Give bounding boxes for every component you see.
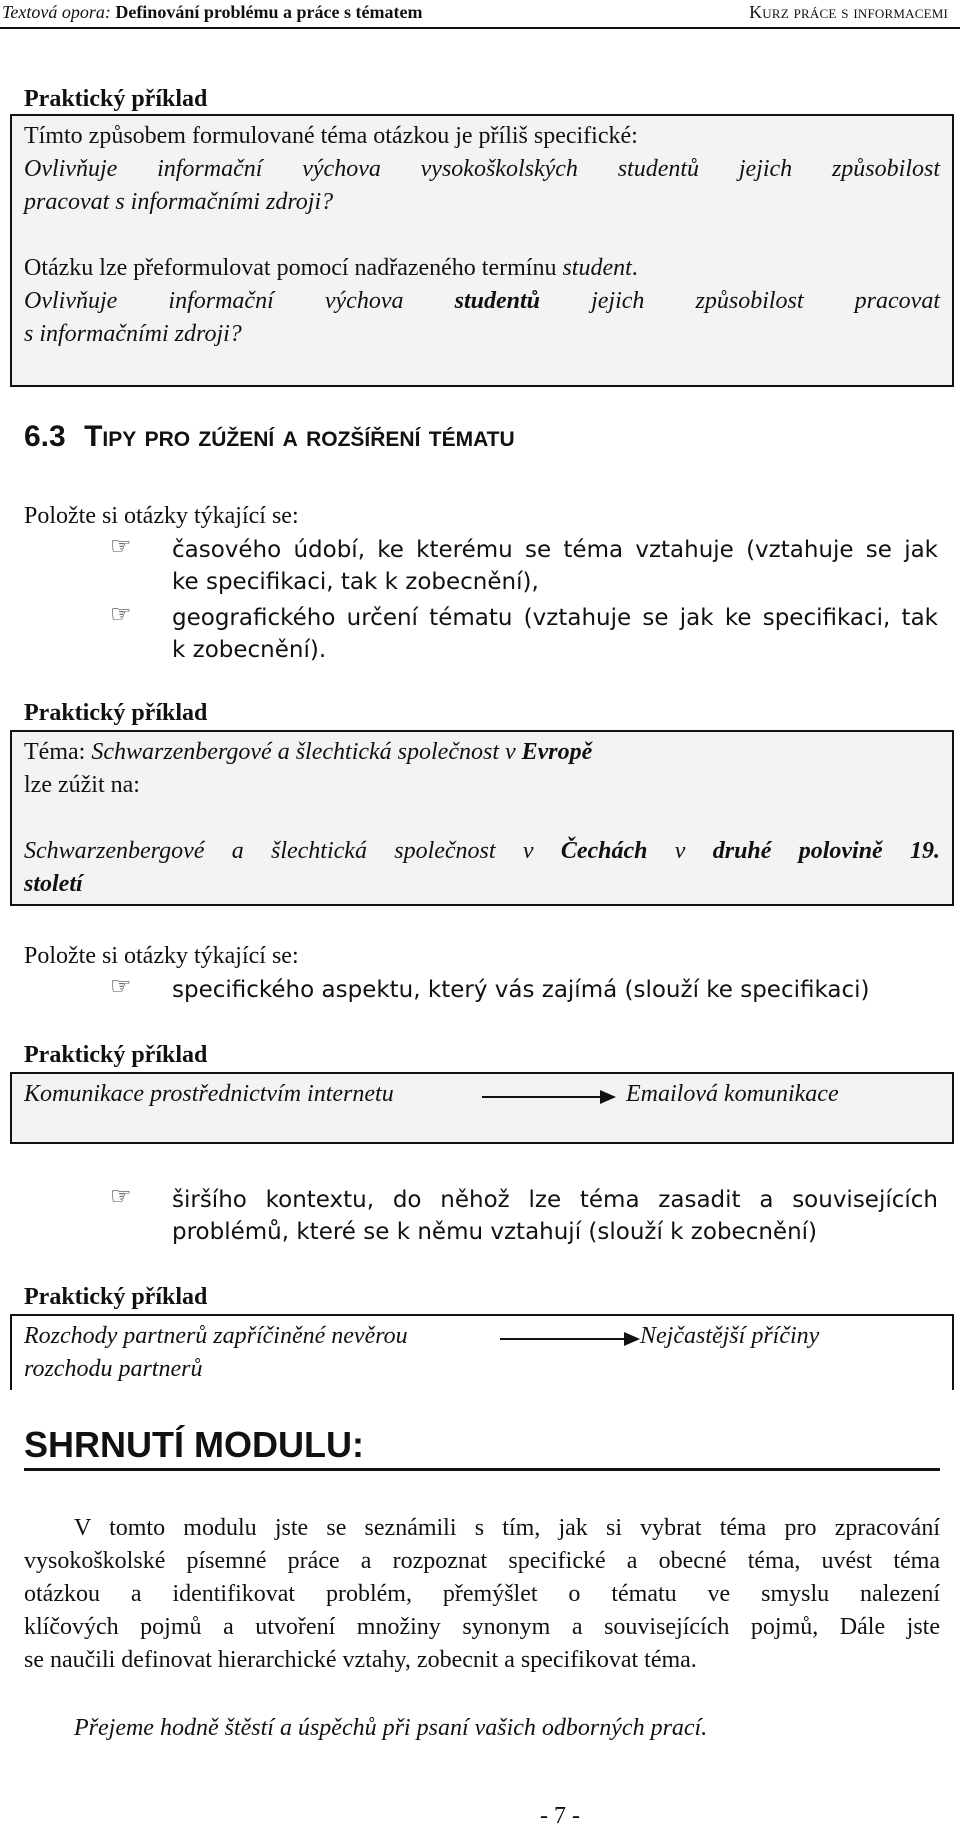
header-rule xyxy=(0,27,960,29)
pointing-hand-icon: ☞ xyxy=(110,602,132,628)
pointing-hand-icon: ☞ xyxy=(110,1184,132,1210)
bullet-1-line-1: časového údobí, ke kterému se téma vztahuje (vztahuje se jak xyxy=(172,537,938,563)
example-label-2: Praktický příklad xyxy=(24,700,208,726)
box2-line-2: lze zúžit na: xyxy=(24,772,140,798)
box2-line-3 xyxy=(24,835,940,868)
summary-title: SHRNUTÍ MODULU: xyxy=(24,1424,364,1465)
page-header xyxy=(0,0,960,26)
box1-line-3: pracovat s informačními zdroji? xyxy=(24,189,334,215)
section-title: Tipy pro zúžení a rozšíření tématu xyxy=(84,420,515,453)
right-arrow-icon xyxy=(482,1096,614,1098)
ask-intro-1: Položte si otázky týkající se: xyxy=(24,503,299,529)
box1-l5-b: studentů xyxy=(454,288,540,314)
box2-l3-b: Čechách xyxy=(560,838,648,864)
example-box-1 xyxy=(10,114,954,387)
summary-line-5: se naučili definovat hierarchické vztahy, zobecnit a specifikovat téma. xyxy=(24,1647,697,1673)
bullet-4 xyxy=(172,1184,938,1248)
bullet-2-line-1: geografického určení tématu (vztahuje se jak ke specifikaci, tak xyxy=(172,605,938,631)
box2-l3-a: Schwarzenbergové a šlechtická společnost v xyxy=(24,838,561,864)
bullet-3: specifického aspektu, který vás zajímá (slouží ke specifikaci) xyxy=(172,977,870,1003)
bullet-1-line-2: ke specifikaci, tak k zobecnění), xyxy=(172,569,539,595)
bullet-2 xyxy=(172,602,938,666)
box1-l4-term: student xyxy=(562,255,632,281)
example-box-3 xyxy=(10,1072,954,1144)
box2-l1-c: Evropě xyxy=(521,739,593,765)
summary-line-1: V tomto modulu jste se seznámili s tím, jak si vybrat téma pro zpracování xyxy=(74,1515,940,1541)
box1-line-4 xyxy=(24,252,940,285)
example-label-4: Praktický příklad xyxy=(24,1284,208,1310)
pointing-hand-icon: ☞ xyxy=(110,974,132,1000)
header-left xyxy=(2,2,422,23)
bullet-4-line-1: širšího kontextu, do něhož lze téma zasadit a souvisejících xyxy=(172,1187,938,1213)
box4-to: Nejčastější příčiny xyxy=(640,1323,820,1349)
bullet-4-line-2: problémů, které se k němu vztahují (slouží k zobecnění) xyxy=(172,1219,818,1245)
box1-l4-end: . xyxy=(631,255,638,281)
pointing-hand-icon: ☞ xyxy=(110,534,132,560)
box2-l3-c: v xyxy=(647,838,713,864)
right-arrow-icon xyxy=(500,1338,638,1340)
summary-line-2: vysokoškolské písemné práce a rozpoznat specifické a obecné téma, uvést téma xyxy=(24,1548,940,1574)
box2-l1-b: Schwarzenbergové a šlechtická společnost v xyxy=(91,739,522,765)
box2-l1-a: Téma: xyxy=(24,739,92,765)
box3-from: Komunikace prostřednictvím internetu xyxy=(24,1081,394,1107)
box4-from-line-2: rozchodu partnerů xyxy=(24,1356,203,1382)
example-box-4 xyxy=(10,1314,954,1390)
header-label: Textová opora: xyxy=(2,2,111,22)
example-label-1: Praktický příklad xyxy=(24,86,208,112)
box3-to: Emailová komunikace xyxy=(626,1081,839,1107)
page-number: - 7 - xyxy=(540,1803,580,1829)
box1-l4-text: Otázku lze přeformulovat pomocí nadřazeného termínu xyxy=(24,255,563,281)
header-title: Definování problému a práce s tématem xyxy=(115,2,423,22)
box4-from-line-1: Rozchody partnerů zapříčiněné nevěrou xyxy=(24,1323,408,1349)
box1-line-1: Tímto způsobem formulované téma otázkou je příliš specifické: xyxy=(24,123,638,149)
ask-intro-2: Položte si otázky týkající se: xyxy=(24,943,299,969)
header-course: Kurz práce s informacemi xyxy=(749,2,948,22)
box1-l5-c: jejich způsobilost pracovat xyxy=(539,288,940,314)
summary-line-3: otázkou a identifikovat problém, přemýšlet o tématu ve smyslu nalezení xyxy=(24,1581,940,1607)
box1-line-6: s informačními zdroji? xyxy=(24,321,242,347)
example-box-2 xyxy=(10,730,954,906)
bullet-1 xyxy=(172,534,938,598)
section-heading xyxy=(24,420,515,454)
bullet-2-line-2: k zobecnění). xyxy=(172,637,327,663)
example-label-3: Praktický příklad xyxy=(24,1042,208,1068)
section-number: 6.3 xyxy=(24,420,66,453)
box2-line-1 xyxy=(24,736,940,769)
summary-line-4: klíčových pojmů a utvoření množiny synonym a souvisejících pojmů, Dále jste xyxy=(24,1614,940,1640)
summary-wish: Přejeme hodně štěstí a úspěchů při psaní vašich odborných prací. xyxy=(74,1715,708,1741)
box1-line-2: Ovlivňuje informační výchova vysokoškolských studentů jejich způsobilost xyxy=(24,156,940,182)
box1-line-5 xyxy=(24,285,940,318)
box1-l5-a: Ovlivňuje informační výchova xyxy=(24,288,455,314)
box2-line-4: století xyxy=(24,871,83,897)
summary-paragraph xyxy=(24,1512,940,1677)
summary-rule xyxy=(24,1468,940,1471)
box2-l3-d: druhé polovině 19. xyxy=(712,838,941,864)
